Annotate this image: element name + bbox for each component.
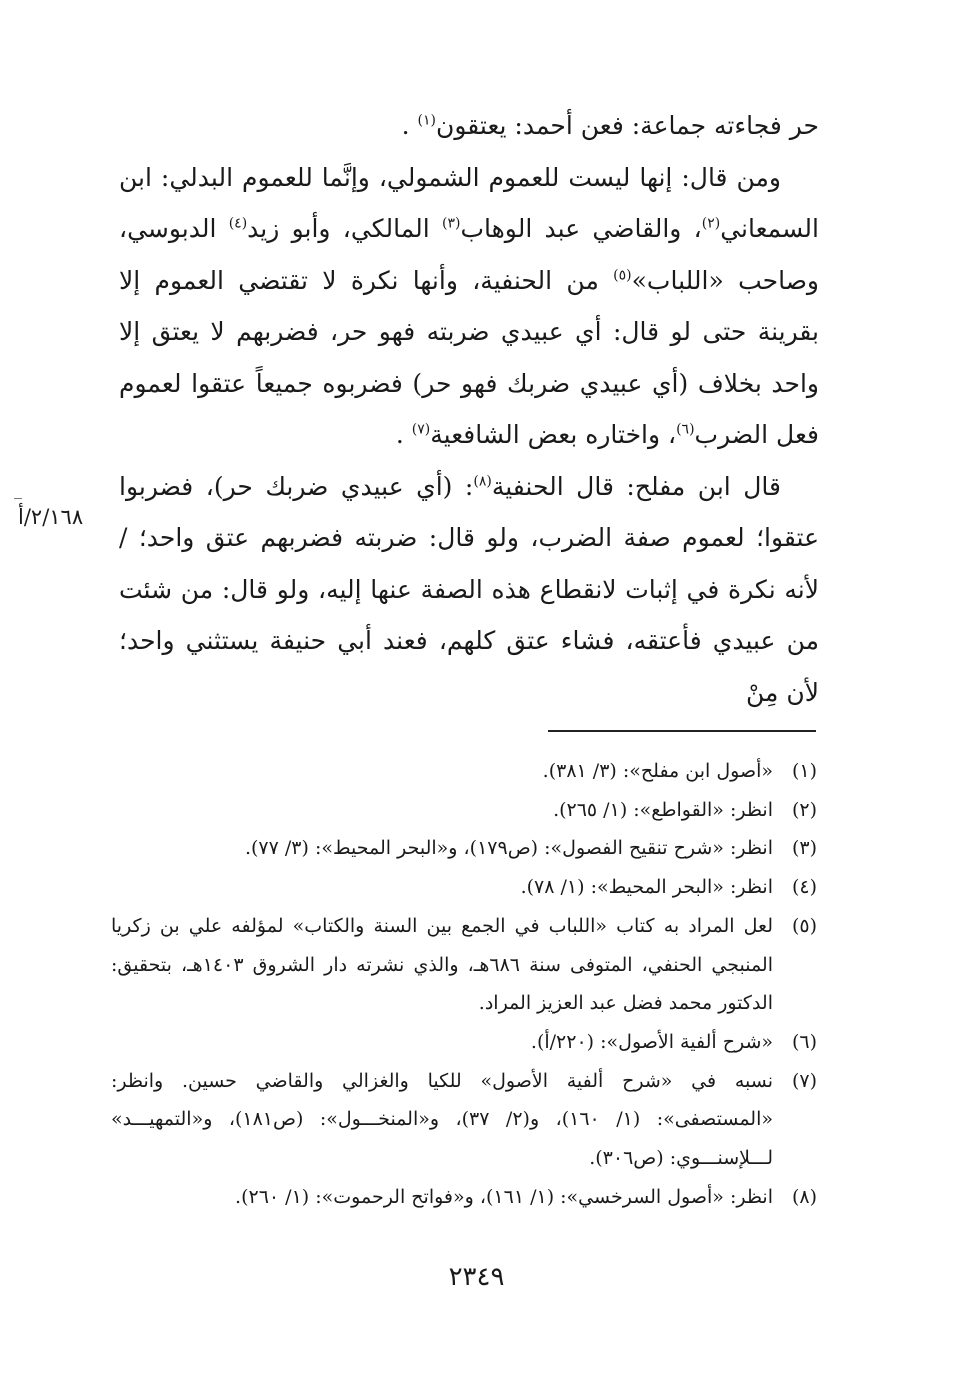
footnote-text: انظر: «أصول السرخسي»: (١/ ١٦١)، و«فواتح الرحموت»: (١/ ٢٦٠). xyxy=(235,1185,773,1208)
main-text xyxy=(119,100,819,718)
paragraph-1-text: حر فجاءته جماعة: فعن أحمد: يعتقون xyxy=(436,111,819,140)
footnote-item xyxy=(111,752,817,791)
footnote-item xyxy=(111,868,817,907)
paragraph-2-end: . xyxy=(395,420,404,449)
footnote-ref-2: (٢) xyxy=(701,215,721,232)
footnote-number: (٦) xyxy=(791,1030,817,1053)
footnote-number: (٤) xyxy=(791,876,817,899)
footnote-text: نسبه في «شرح ألفية الأصول» للكيا والغزالي والقاضي حسين. وانظر: «المستصفى»: (١/ ١٦٠)، و(٢/ ٣٧)، و«المنخـــول»: (ص١٨١)، و«التمهيـــد» لـــلإسنـــوي: (ص٣٠٦). xyxy=(111,1069,773,1170)
paragraph-2-part-d: الدبوسي، وصاحب «اللباب» xyxy=(119,214,819,295)
footnote-number: (٢) xyxy=(791,798,817,821)
footnote-ref-3: (٣) xyxy=(442,215,461,232)
paragraph-3-part-a: قال ابن مفلح: قال الحنفية xyxy=(491,471,781,501)
footnote-ref-8: (٨) xyxy=(473,473,492,490)
paragraph-1 xyxy=(119,100,819,152)
footnote-ref-6: (٦) xyxy=(676,421,695,438)
page-number: ٢٣٤٩ xyxy=(448,1262,505,1292)
paragraph-2-part-e: من الحنفية، وأنها نكرة لا تقتضي العموم إلا بقرينة حتى لو قال: أي عبيدي ضربته فهو حر، فضربهم لا يعتق إلا واحد بخلاف (أي عبيدي ضربك فهو حر) فضربوه جميعاً عتقوا لعموم فعل الضرب xyxy=(119,265,819,449)
footnote-text: لعل المراد به كتاب «اللباب في الجمع بين السنة والكتاب» لمؤلفه علي بن زكريا المنبجي الحنفي، المتوفى سنة ٦٨٦هـ، والذي نشرته دار الشروق ١٤٠٣هـ، بتحقيق: الدكتور محمد فضل عبد العزيز المراد. xyxy=(111,914,773,1015)
paragraph-1-end: . xyxy=(401,111,410,140)
margin-tick-mark xyxy=(14,498,22,499)
paragraph-2-part-a: ومن قال: إنها ليست للعموم الشمولي، وإنَّما للعموم البدلي: ابن السمعاني xyxy=(119,162,819,243)
footnote-number: (٨) xyxy=(791,1185,817,1208)
footnote-item xyxy=(111,1062,817,1178)
footnote-text: «أصول ابن مفلح»: (٣/ ٣٨١). xyxy=(542,760,773,782)
footnote-item xyxy=(111,829,817,868)
footnote-item xyxy=(111,1178,817,1217)
footnote-number: (٧) xyxy=(791,1069,817,1092)
footnote-ref-4: (٤) xyxy=(228,215,248,232)
paragraph-2-part-c: المالكي، وأبو زيد xyxy=(247,214,442,243)
footnote-number: (٣) xyxy=(791,837,817,860)
footnote-item xyxy=(111,1023,817,1062)
footnote-ref-7: (٧) xyxy=(411,421,431,438)
footnote-text: انظر: «البحر المحيط»: (١/ ٧٨). xyxy=(520,876,773,899)
paragraph-3 xyxy=(119,461,819,719)
footnote-number: (٥) xyxy=(791,914,817,937)
footnote-ref-1: (١) xyxy=(417,112,436,129)
footnote-text: انظر: «شرح تنقيح الفصول»: (ص١٧٩)، و«البحر المحيط»: (٣/ ٧٧). xyxy=(244,837,773,860)
footnote-separator xyxy=(548,730,816,732)
footnote-item xyxy=(111,907,817,1023)
footnote-ref-5: (٥) xyxy=(613,267,632,284)
paragraph-2-part-f: ، واختاره بعض الشافعية xyxy=(430,420,677,449)
footnote-text: «شرح ألفية الأصول»: (٢٢٠/أ). xyxy=(530,1030,773,1053)
paragraph-2 xyxy=(119,152,819,461)
footnotes-section xyxy=(111,752,817,1216)
footnote-item xyxy=(111,791,817,830)
paragraph-2-part-b: ، والقاضي عبد الوهاب xyxy=(460,214,702,243)
paragraph-3-part-b: : (أي عبيدي ضربك حر)، فضربوا عتقوا؛ لعموم صفة الضرب، ولو قال: ضربته فضربهم عتق واحد؛ / لأنه نكرة في إثبات لانقطاع هذه الصفة عنها إليه، ولو قال: من شئت من عبيدي فأعتقه، فشاء عتق كلهم، فعند أبي حنيفة يستثني واحد؛ لأن مِنْ xyxy=(119,471,819,707)
footnote-number: (١) xyxy=(791,760,817,782)
footnote-text: انظر: «القواطع»: (١/ ٢٦٥). xyxy=(553,798,773,821)
manuscript-folio-note: ٢/١٦٨/أ xyxy=(18,505,84,529)
